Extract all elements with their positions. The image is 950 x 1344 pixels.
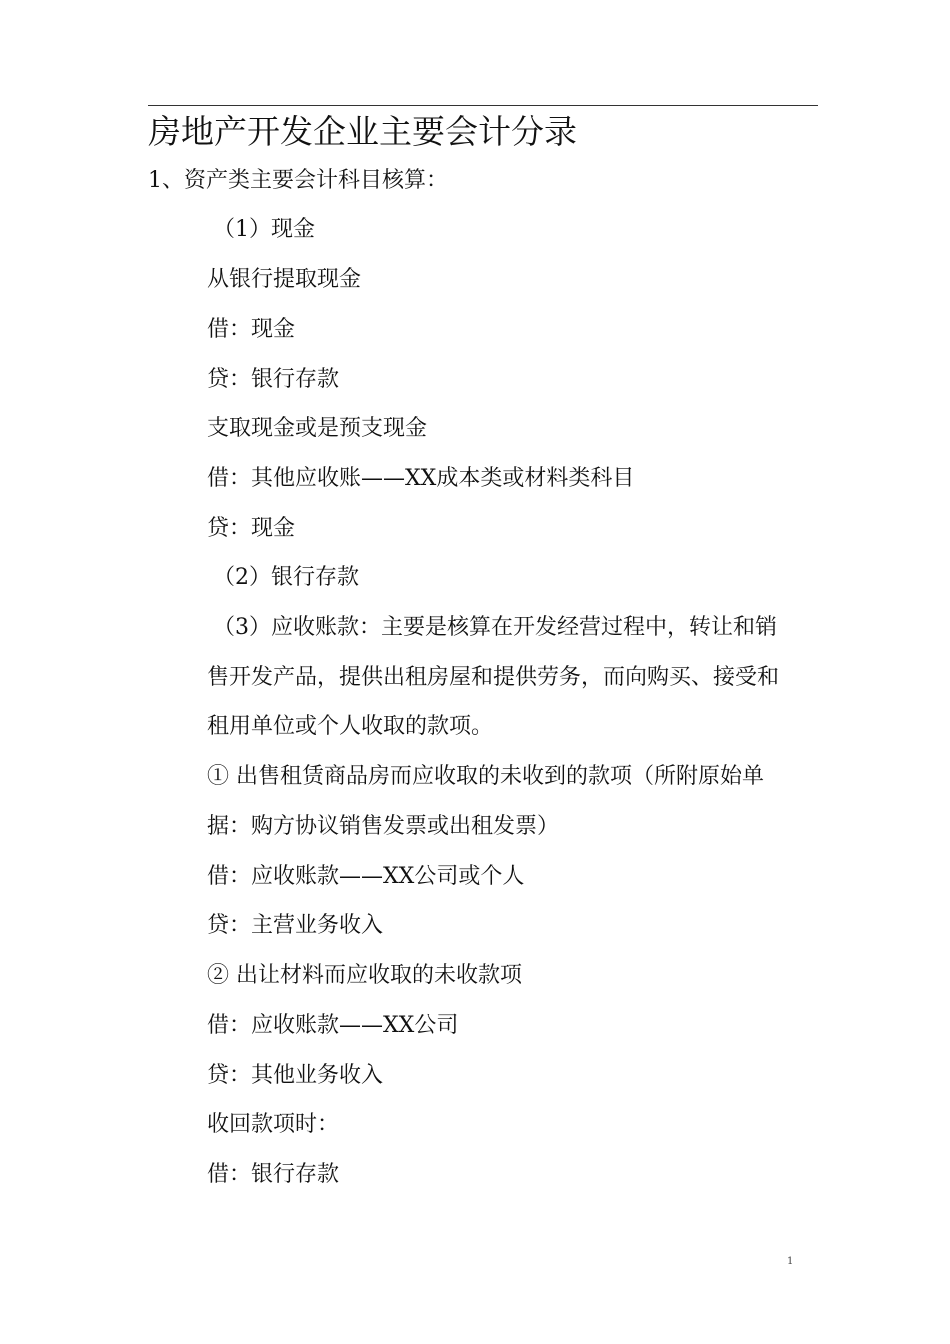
body-line: 借：现金 bbox=[207, 317, 296, 342]
subsection-heading: （1）现金 bbox=[213, 217, 315, 242]
body-line: 借：银行存款 bbox=[207, 1162, 340, 1187]
body-line: 贷：主营业务收入 bbox=[207, 913, 384, 938]
body-line: 借：应收账款——XX公司或个人 bbox=[207, 864, 525, 889]
body-line: 售开发产品，提供出租房屋和提供劳务，而向购买、接受和 bbox=[207, 665, 780, 690]
page-number: 1 bbox=[787, 1256, 794, 1267]
subsection-heading: （2）银行存款 bbox=[213, 565, 359, 590]
header-rule bbox=[148, 105, 818, 106]
body-line: 收回款项时： bbox=[207, 1112, 340, 1137]
body-line: 贷：其他业务收入 bbox=[207, 1063, 384, 1088]
body-line: 借：其他应收账——XX成本类或材料类科目 bbox=[207, 466, 635, 491]
body-line: 贷：现金 bbox=[207, 516, 296, 541]
body-line: 支取现金或是预支现金 bbox=[207, 416, 428, 441]
body-line: 从银行提取现金 bbox=[207, 267, 362, 292]
body-line: ① 出售租赁商品房而应收取的未收到的款项（所附原始单 bbox=[207, 764, 764, 789]
subsection-heading: （3）应收账款：主要是核算在开发经营过程中，转让和销 bbox=[213, 615, 777, 640]
document-title: 房地产开发企业主要会计分录 bbox=[148, 112, 577, 151]
section-heading: 1、资产类主要会计科目核算： bbox=[148, 168, 448, 193]
body-line: 据：购方协议销售发票或出租发票） bbox=[207, 814, 560, 839]
body-line: 租用单位或个人收取的款项。 bbox=[207, 714, 494, 739]
body-line: 借：应收账款——XX公司 bbox=[207, 1013, 459, 1038]
body-line: 贷：银行存款 bbox=[207, 367, 340, 392]
body-line: ② 出让材料而应收取的未收款项 bbox=[207, 963, 522, 988]
